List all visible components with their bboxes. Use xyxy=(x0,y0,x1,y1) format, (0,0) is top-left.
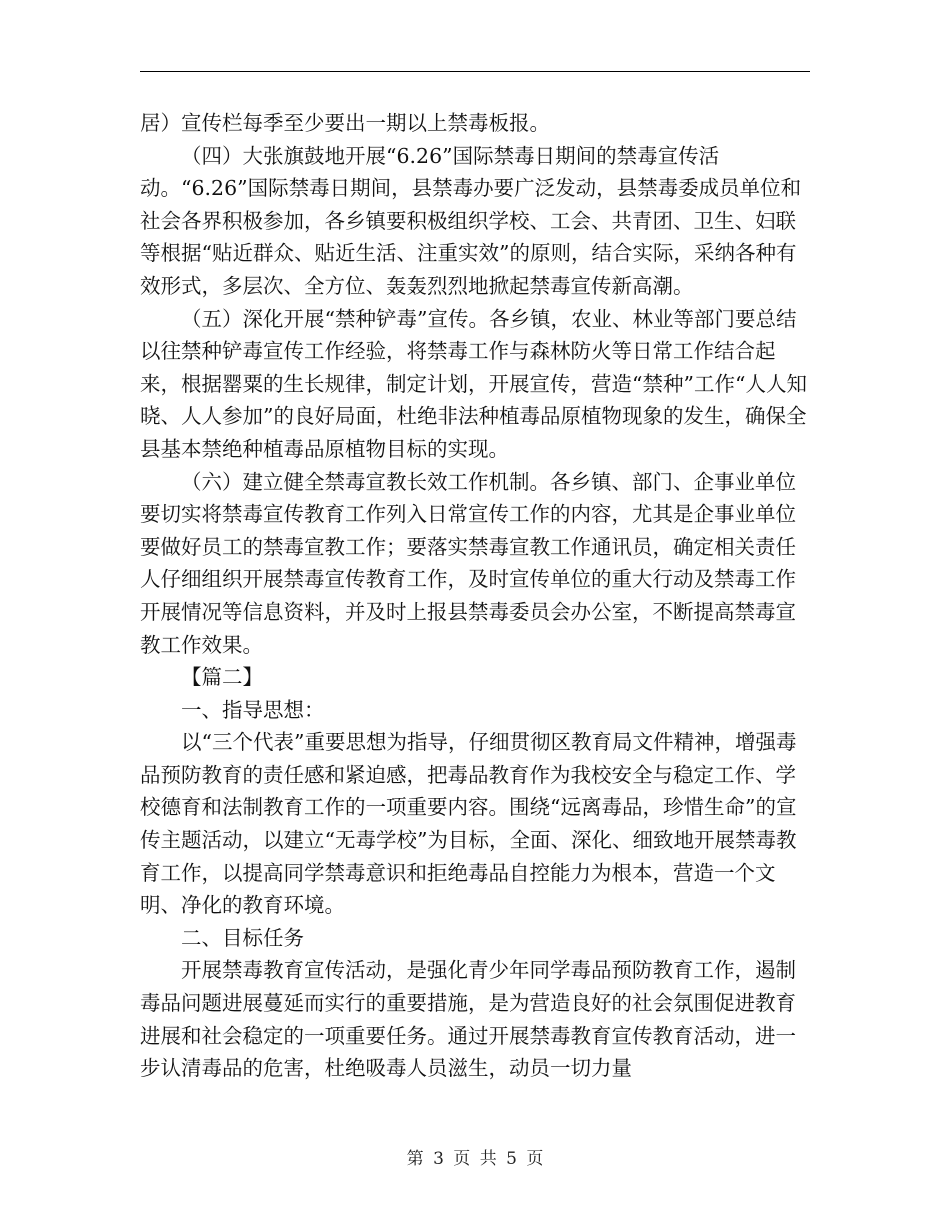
paragraph-guiding-ideology: 以“三个代表”重要思想为指导，仔细贯彻区教育局文件精神，增强毒品预防教育的责任感和紧迫感，把毒品教育作为我校安全与稳定工作、学校德育和法制教育工作的一项重要内容。围绕“远离毒品，珍惜生命”的宣传主题活动，以建立“无毒学校”为目标，全面、深化、细致地开展禁毒教育工作，以提高同学禁毒意识和拒绝毒品自控能力为根本，营造一个文明、净化的教育环境。 xyxy=(140,730,797,918)
heading-guiding-ideology: 一、指导思想： xyxy=(181,697,325,722)
heading-goals-tasks: 二、目标任务 xyxy=(181,925,304,950)
paragraph-item-four: （四）大张旗鼓地开展“6.26”国际禁毒日期间的禁毒宣传活动。“6.26”国际禁毒日期间，县禁毒办要广泛发动，县禁毒委成员单位和社会各界积极参加，各乡镇要积极组织学校、工会、共青团、卫生、妇联等根据“贴近群众、贴近生活、注重实效”的原则，结合实际，采纳各种有效形式，多层次、全方位、轰轰烈烈地掀起禁毒宣传新高潮。 xyxy=(140,143,802,298)
page-number: 第 3 页 共 5 页 xyxy=(406,1149,544,1169)
paragraph-item-six: （六）建立健全禁毒宣教长效工作机制。各乡镇、部门、企事业单位要切实将禁毒宣传教育工作列入日常宣传工作的内容，尤其是企事业单位要做好员工的禁毒宣教工作；要落实禁毒宣教工作通讯员，确定相关责任人仔细组织开展禁毒宣传教育工作，及时宣传单位的重大行动及禁毒工作开展情况等信息资料，并及时上报县禁毒委员会办公室，不断提高禁毒宣教工作效果。 xyxy=(140,469,796,657)
header-rule xyxy=(140,71,810,72)
section-heading-part-two: 【篇二】 xyxy=(181,665,263,690)
paragraph-continuation: 居）宣传栏每季至少要出一期以上禁毒板报。 xyxy=(140,111,550,135)
paragraph-item-five: （五）深化开展“禁种铲毒”宣传。各乡镇，农业、林业等部门要总结以往禁种铲毒宣传工作经验，将禁毒工作与森林防火等日常工作结合起来，根据罂粟的生长规律，制定计划，开展宣传，营造“禁种”工作“人人知晓、人人参加”的良好局面，杜绝非法种植毒品原植物现象的发生，确保全县基本禁绝种植毒品原植物目标的实现。 xyxy=(140,306,807,461)
paragraph-goals-tasks: 开展禁毒教育宣传活动，是强化青少年同学毒品预防教育工作，遏制毒品问题进展蔓延而实行的重要措施，是为营造良好的社会氛围促进教育进展和社会稳定的一项重要任务。通过开展禁毒教育宣传教育活动，进一步认清毒品的危害，杜绝吸毒人员滋生，动员一切力量 xyxy=(140,958,796,1081)
document-body xyxy=(140,107,816,1085)
